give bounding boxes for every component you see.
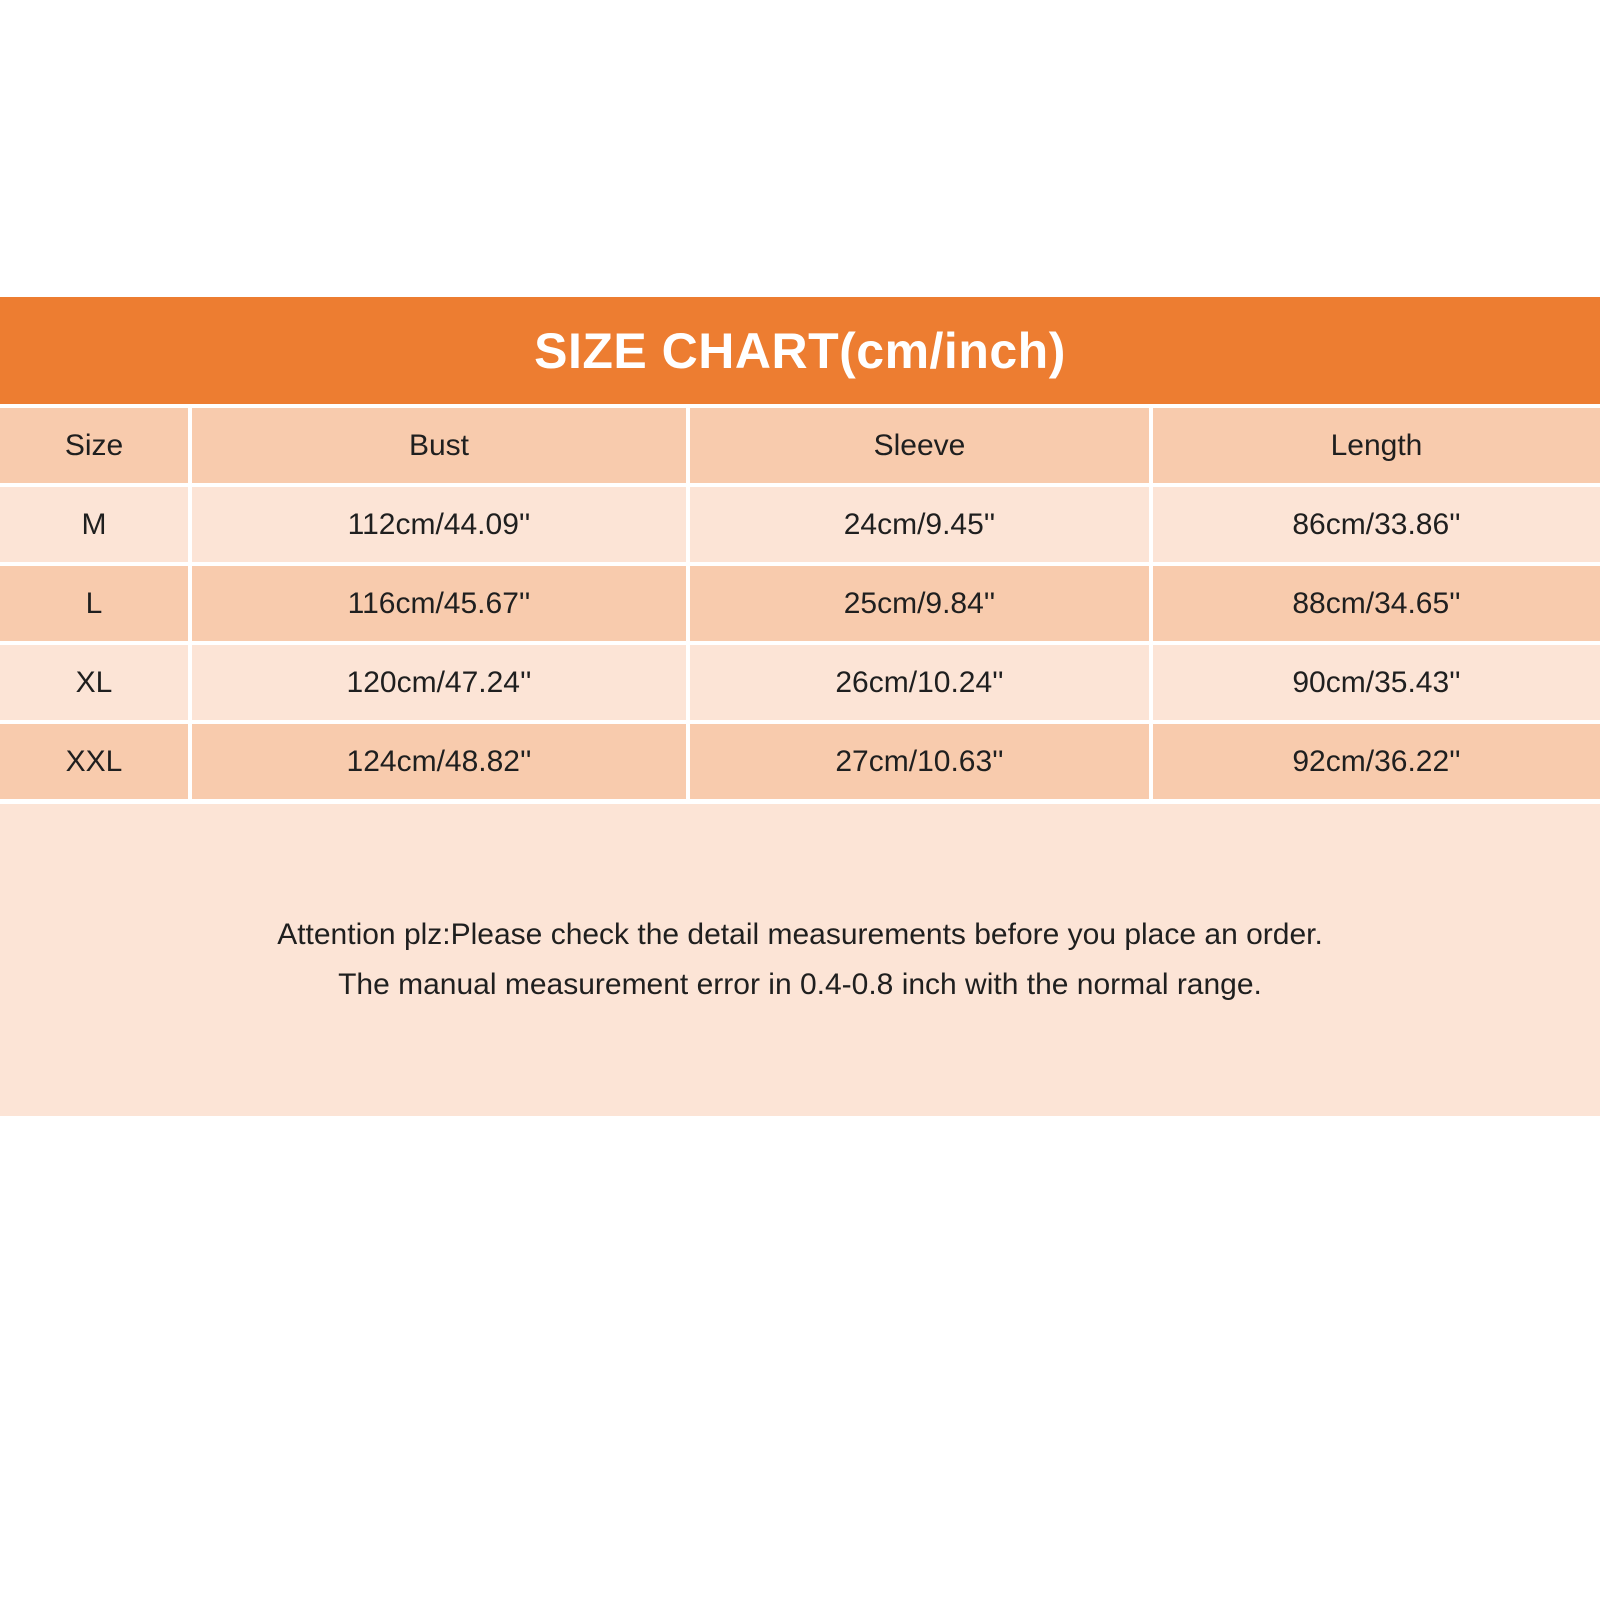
size-table — [0, 408, 1600, 803]
header-cell-bust: Bust — [192, 408, 686, 483]
cell-length-value: 90cm/35.43'' — [1153, 645, 1600, 720]
cell-bust-value: 120cm/47.24'' — [192, 645, 686, 720]
header-cell-length: Length — [1153, 408, 1600, 483]
cell-bust-value: 112cm/44.09'' — [192, 487, 686, 562]
table-row-xl — [0, 645, 1600, 720]
cell-length-value: 88cm/34.65'' — [1153, 566, 1600, 641]
cell-sleeve-value: 25cm/9.84'' — [690, 566, 1149, 641]
cell-length-value: 86cm/33.86'' — [1153, 487, 1600, 562]
cell-bust-value: 124cm/48.82'' — [192, 724, 686, 799]
page-title: SIZE CHART(cm/inch) — [534, 322, 1066, 379]
cell-size-label: XXL — [0, 724, 188, 799]
header-cell-size: Size — [0, 408, 188, 483]
table-header-row — [0, 408, 1600, 483]
cell-size-label: M — [0, 487, 188, 562]
cell-bust-value: 116cm/45.67'' — [192, 566, 686, 641]
cell-sleeve-value: 26cm/10.24'' — [690, 645, 1149, 720]
size-chart-title-bar — [0, 297, 1600, 404]
table-row-l — [0, 566, 1600, 641]
cell-size-label: XL — [0, 645, 188, 720]
note-section — [0, 804, 1600, 1116]
note-line-1: Attention plz:Please check the detail measurements before you place an order. — [277, 918, 1323, 951]
cell-sleeve-value: 24cm/9.45'' — [690, 487, 1149, 562]
header-cell-sleeve: Sleeve — [690, 408, 1149, 483]
table-row-m — [0, 487, 1600, 562]
table-row-xxl — [0, 724, 1600, 799]
cell-sleeve-value: 27cm/10.63'' — [690, 724, 1149, 799]
cell-length-value: 92cm/36.22'' — [1153, 724, 1600, 799]
note-line-2: The manual measurement error in 0.4-0.8 inch with the normal range. — [338, 968, 1262, 1001]
cell-size-label: L — [0, 566, 188, 641]
